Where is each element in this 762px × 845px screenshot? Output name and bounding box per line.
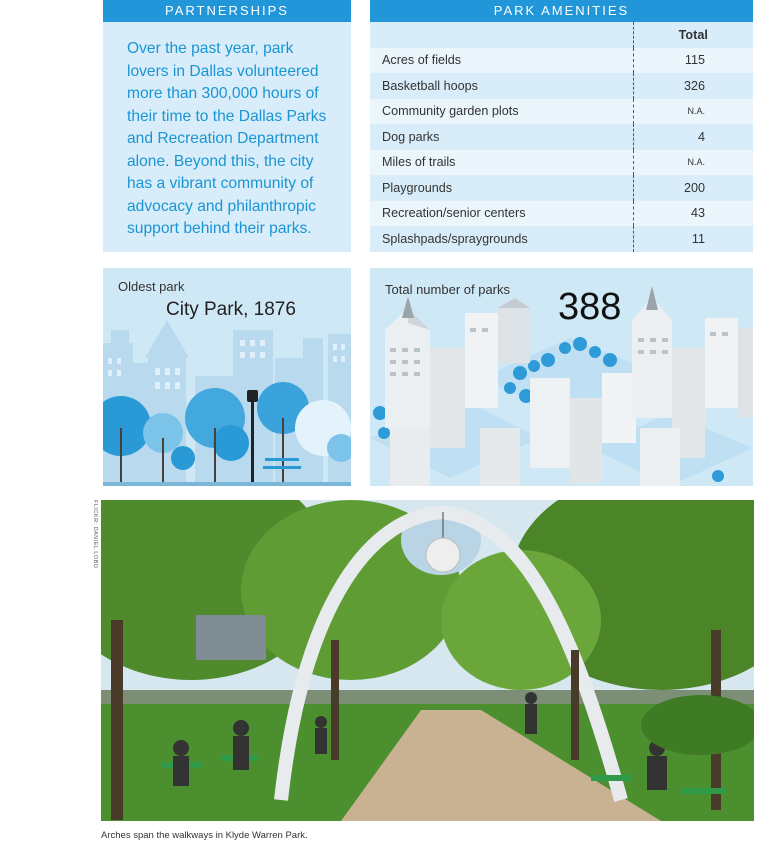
amenity-value: 11 bbox=[633, 226, 753, 252]
total-parks-panel bbox=[370, 268, 753, 486]
oldest-park-panel bbox=[103, 268, 351, 486]
park-photo bbox=[101, 500, 754, 821]
amenity-name: Miles of trails bbox=[370, 150, 633, 176]
table-row bbox=[370, 150, 753, 176]
photo-caption: Arches span the walkways in Klyde Warren Park. bbox=[101, 830, 308, 841]
amenity-name: Playgrounds bbox=[370, 175, 633, 201]
oldest-park-label: Oldest park bbox=[118, 279, 185, 294]
total-column-header: Total bbox=[633, 22, 753, 48]
amenity-name: Recreation/senior centers bbox=[370, 201, 633, 227]
amenity-value: 200 bbox=[633, 175, 753, 201]
amenity-name: Acres of fields bbox=[370, 48, 633, 74]
partnerships-panel bbox=[103, 0, 351, 252]
total-parks-value: 388 bbox=[558, 286, 622, 328]
amenity-name: Splashpads/spraygrounds bbox=[370, 226, 633, 252]
park-arch-photo-illustration bbox=[101, 500, 754, 821]
amenity-value: 326 bbox=[633, 73, 753, 99]
partnerships-text: Over the past year, park lovers in Dallas volunteered more than 300,000 hours of their time to the Dallas Parks and Recreation Department alone. Beyond this, the city has a vibrant community of advocacy and philanthropic support behind their parks. bbox=[127, 40, 327, 237]
table-row bbox=[370, 73, 753, 99]
table-row bbox=[370, 124, 753, 150]
table-row bbox=[370, 201, 753, 227]
amenity-name: Basketball hoops bbox=[370, 73, 633, 99]
amenities-table bbox=[370, 22, 753, 252]
amenity-value: 43 bbox=[633, 201, 753, 227]
oldest-park-value: City Park, 1876 bbox=[166, 299, 296, 320]
amenity-value: N.A. bbox=[633, 150, 753, 176]
amenity-name: Community garden plots bbox=[370, 99, 633, 125]
table-row bbox=[370, 99, 753, 125]
park-amenities-panel bbox=[370, 0, 753, 252]
amenity-value: 4 bbox=[633, 124, 753, 150]
table-row bbox=[370, 48, 753, 74]
photo-credit: FLICKR: DANIEL LOBO bbox=[92, 500, 98, 569]
amenity-value: N.A. bbox=[633, 99, 753, 125]
amenity-name: Dog parks bbox=[370, 124, 633, 150]
table-header-row bbox=[370, 22, 753, 48]
table-row bbox=[370, 175, 753, 201]
total-parks-label: Total number of parks bbox=[385, 282, 511, 297]
table-row bbox=[370, 226, 753, 252]
amenity-value: 115 bbox=[633, 48, 753, 74]
partnerships-title: PARTNERSHIPS bbox=[103, 0, 351, 22]
park-amenities-title: PARK AMENITIES bbox=[370, 0, 753, 22]
